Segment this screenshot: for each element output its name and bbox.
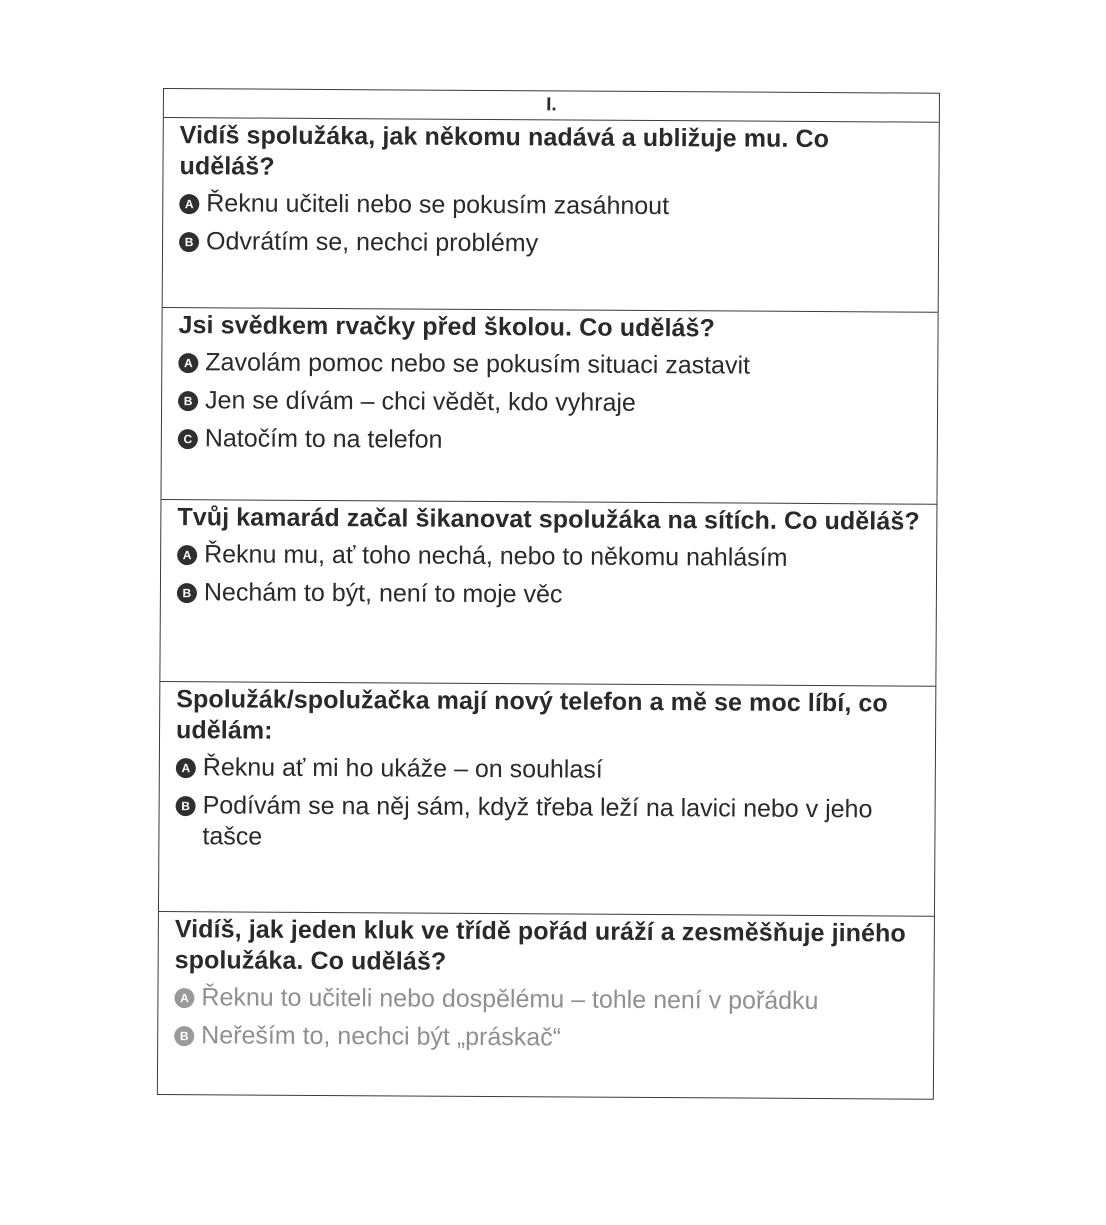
option-b <box>179 226 924 262</box>
option-badge-b-icon: B <box>176 796 196 816</box>
option-badge-c-icon: C <box>178 429 198 449</box>
option-badge-a-icon: A <box>174 988 194 1008</box>
table-header: I. <box>164 89 939 123</box>
question-block-1 <box>163 118 939 313</box>
question-block-2 <box>161 308 937 505</box>
question-text: Jsi svědkem rvačky před školou. Co uděláš? <box>178 311 716 343</box>
option-b <box>175 790 920 857</box>
option-badge-a-icon: A <box>179 194 199 214</box>
question-text: Vidíš, jak jeden kluk ve třídě pořád uráží a zesměšňuje jiného spolužáka. Co uděláš? <box>174 915 906 976</box>
question-block-5 <box>158 912 934 1099</box>
option-text: Zavolám pomoc nebo se pokusím situaci zastavit <box>205 348 751 380</box>
option-badge-b-icon: B <box>179 232 199 252</box>
option-badge-b-icon: B <box>178 391 198 411</box>
option-badge-a-icon: A <box>176 758 196 778</box>
question-text: Tvůj kamarád začal šikanovat spolužáka na sítích. Co uděláš? <box>177 503 920 536</box>
option-text: Řeknu učiteli nebo se pokusím zasáhnout <box>206 189 670 221</box>
option-c <box>178 423 923 459</box>
option-text: Podívám se na něj sám, když třeba leží na lavici nebo v jeho tašce <box>202 791 873 851</box>
option-text: Řeknu mu, ať toho nechá, nebo to někomu nahlásím <box>204 540 788 572</box>
option-badge-b-icon: B <box>177 583 197 603</box>
option-text: Řeknu ať mi ho ukáže – on souhlasí <box>202 753 603 784</box>
question-text: Vidíš spolužáka, jak někomu nadává a ubližuje mu. Co uděláš? <box>179 121 830 181</box>
option-text: Neřeším to, nechci být „práskač“ <box>201 1021 562 1052</box>
option-badge-a-icon: A <box>178 353 198 373</box>
scenario-table <box>157 88 940 1100</box>
question-block-4 <box>159 682 935 917</box>
option-text: Natočím to na telefon <box>204 424 443 454</box>
option-text: Odvrátím se, nechci problémy <box>205 227 539 258</box>
option-a <box>176 752 921 788</box>
option-b <box>174 1020 919 1056</box>
option-badge-b-icon: B <box>174 1026 194 1046</box>
option-text: Nechám to být, není to moje věc <box>203 578 563 609</box>
option-a <box>174 982 919 1018</box>
option-text: Řeknu to učiteli nebo dospělému – tohle není v pořádku <box>201 983 819 1016</box>
option-a <box>179 188 924 224</box>
option-a <box>177 539 922 575</box>
question-text: Spolužák/spolužačka mají nový telefon a mě se moc líbí, co udělám: <box>175 685 888 745</box>
option-a <box>178 347 923 383</box>
option-b <box>177 577 922 613</box>
option-b <box>178 385 923 421</box>
question-block-3 <box>160 500 936 687</box>
option-text: Jen se dívám – chci vědět, kdo vyhraje <box>205 386 636 417</box>
option-badge-a-icon: A <box>177 545 197 565</box>
